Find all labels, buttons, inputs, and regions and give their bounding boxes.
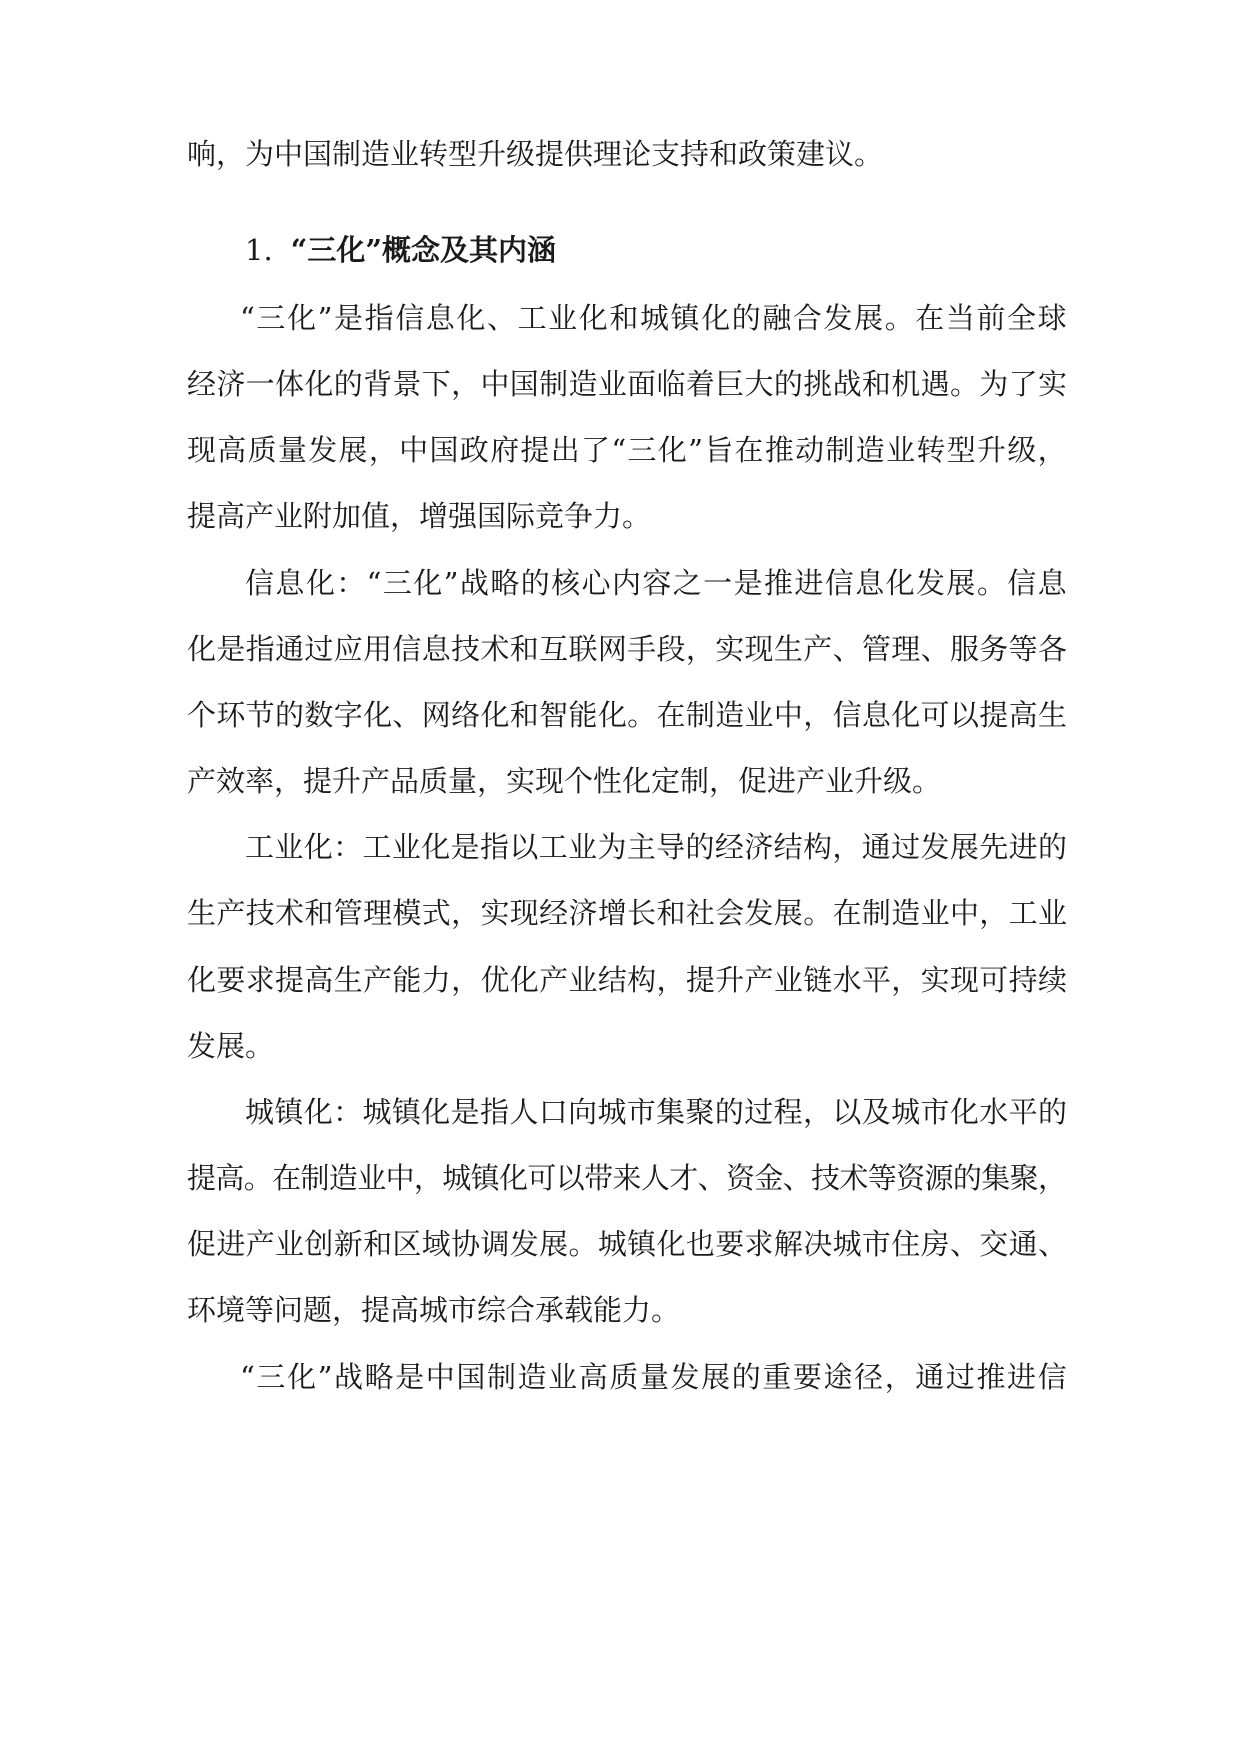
paragraph-line: 现高质量发展，中国政府提出了“三化”旨在推动制造业转型升级， bbox=[187, 433, 1068, 467]
paragraph-line: “三化”是指信息化、工业化和城镇化的融合发展。在当前全球 bbox=[240, 301, 1069, 335]
paragraph-line: 产效率，提升产品质量，实现个性化定制，促进产业升级。 bbox=[187, 764, 942, 798]
intro-tail-line: 响，为中国制造业转型升级提供理论支持和政策建议。 bbox=[187, 137, 884, 171]
paragraph-line: “三化”战略是中国制造业高质量发展的重要途径，通过推进信 bbox=[240, 1360, 1069, 1394]
paragraph-line: 信息化：“三化”战略的核心内容之一是推进信息化发展。信息 bbox=[245, 566, 1069, 600]
section-heading bbox=[245, 230, 556, 270]
paragraph-line: 提高产业附加值，增强国际竞争力。 bbox=[187, 499, 652, 533]
paragraph-line: 发展。 bbox=[187, 1029, 275, 1063]
paragraph-line: 促进产业创新和区域协调发展。城镇化也要求解决城市住房、交通、 bbox=[187, 1227, 1068, 1261]
paragraph-line: 环境等问题，提高城市综合承载能力。 bbox=[187, 1293, 681, 1327]
paragraph-line: 化要求提高生产能力，优化产业结构，提升产业链水平，实现可持续 bbox=[187, 963, 1068, 997]
paragraph-line: 化是指通过应用信息技术和互联网手段，实现生产、管理、服务等各 bbox=[187, 632, 1068, 666]
paragraph-line: 工业化：工业化是指以工业为主导的经济结构，通过发展先进的 bbox=[245, 830, 1068, 864]
paragraph-line: 提高。在制造业中，城镇化可以带来人才、资金、技术等资源的集聚， bbox=[187, 1161, 1067, 1195]
section-title: “三化”概念及其内涵 bbox=[290, 233, 557, 267]
paragraph-line: 生产技术和管理模式，实现经济增长和社会发展。在制造业中，工业 bbox=[187, 896, 1068, 930]
paragraph-line: 城镇化：城镇化是指人口向城市集聚的过程，以及城市化水平的 bbox=[245, 1095, 1068, 1129]
paragraph-line: 个环节的数字化、网络化和智能化。在制造业中，信息化可以提高生 bbox=[187, 698, 1068, 732]
paragraph-line: 经济一体化的背景下，中国制造业面临着巨大的挑战和机遇。为了实 bbox=[187, 367, 1068, 401]
section-number: 1. bbox=[245, 233, 273, 267]
